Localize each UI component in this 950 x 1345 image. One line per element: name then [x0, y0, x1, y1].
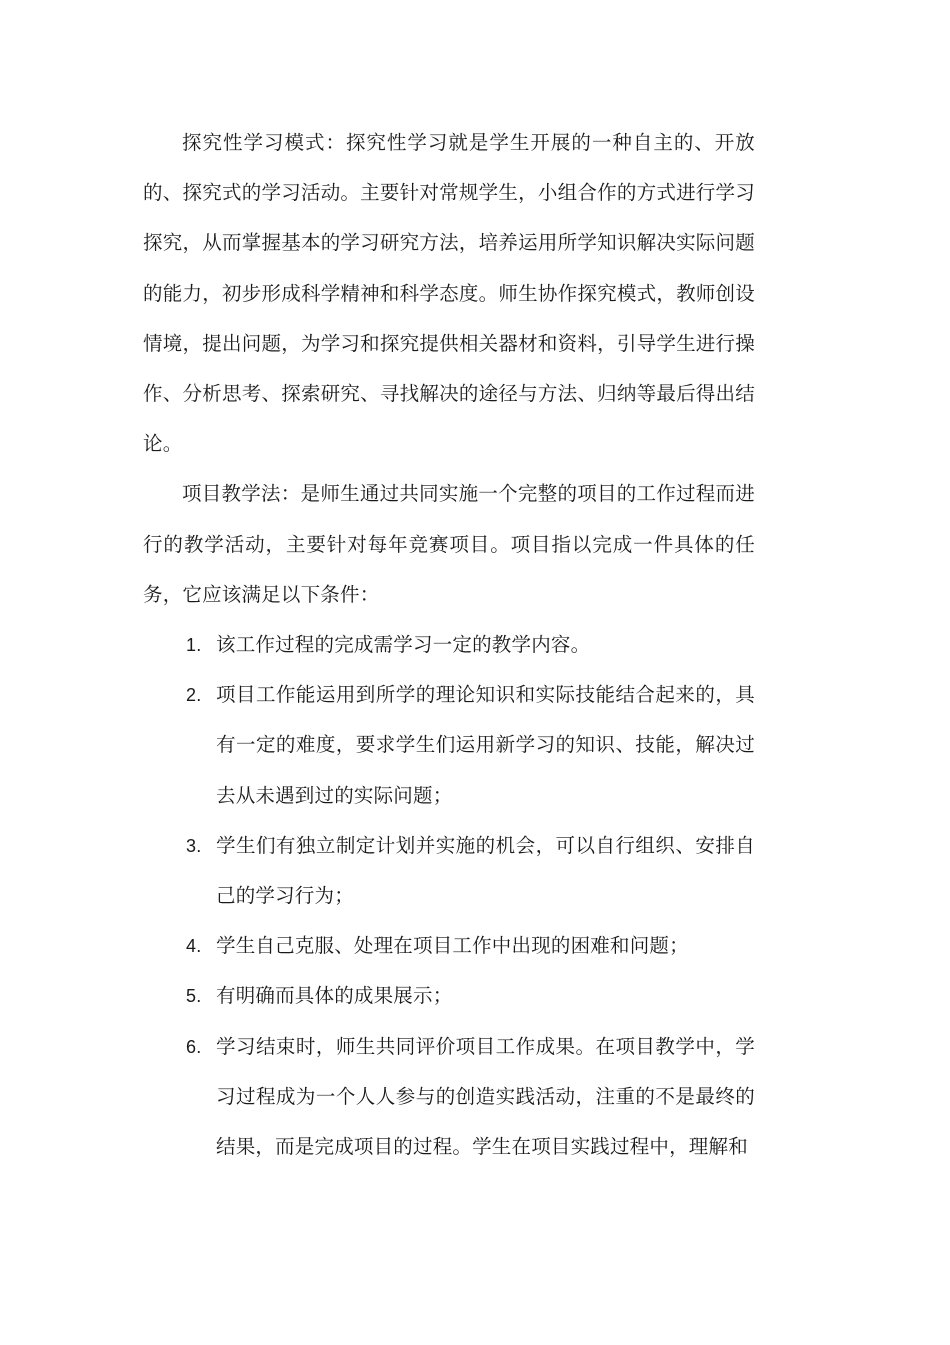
list-item [143, 1022, 755, 1173]
list-number: 5. [186, 986, 202, 1007]
paragraph-inquiry-learning: 探究性学习模式：探究性学习就是学生开展的一种自主的、开放的、探究式的学习活动。主要针对常规学生，小组合作的方式进行学习探究，从而掌握基本的学习研究方法，培养运用所学知识解决实际问题的能力，初步形成科学精神和科学态度。师生协作探究模式，教师创设情境，提出问题，为学习和探究提供相关器材和资料，引导学生进行操作、分析思考、探索研究、寻找解决的途径与方法、归纳等最后得出结论。 [143, 131, 755, 456]
list-number: 4. [186, 936, 202, 957]
list-number: 6. [186, 1036, 202, 1057]
list-number: 1. [186, 635, 202, 656]
conditions-list [143, 620, 755, 1172]
list-item [143, 821, 755, 921]
list-text: 学生自己克服、处理在项目工作中出现的困难和问题； [216, 934, 689, 958]
list-text: 该工作过程的完成需学习一定的教学内容。 [216, 633, 591, 657]
document-body [143, 118, 755, 1172]
list-text: 有明确而具体的成果展示； [216, 984, 453, 1008]
list-item [143, 620, 755, 670]
list-item [143, 971, 755, 1021]
list-text: 学习结束时，师生共同评价项目工作成果。在项目教学中，学习过程成为一个人人参与的创造实践活动，注重的不是最终的结果，而是完成项目的过程。学生在项目实践过程中，理解和 [216, 1034, 755, 1159]
paragraph-project-teaching: 项目教学法：是师生通过共同实施一个完整的项目的工作过程而进行的教学活动，主要针对每年竞赛项目。项目指以完成一件具体的任务，它应该满足以下条件： [143, 482, 755, 606]
list-item [143, 670, 755, 821]
list-text: 项目工作能运用到所学的理论知识和实际技能结合起来的，具有一定的难度，要求学生们运用新学习的知识、技能，解决过去从未遇到过的实际问题； [216, 683, 755, 807]
list-text: 学生们有独立制定计划并实施的机会，可以自行组织、安排自己的学习行为； [216, 833, 755, 908]
list-number: 3. [186, 835, 202, 856]
list-item [143, 921, 755, 971]
list-number: 2. [186, 685, 202, 706]
